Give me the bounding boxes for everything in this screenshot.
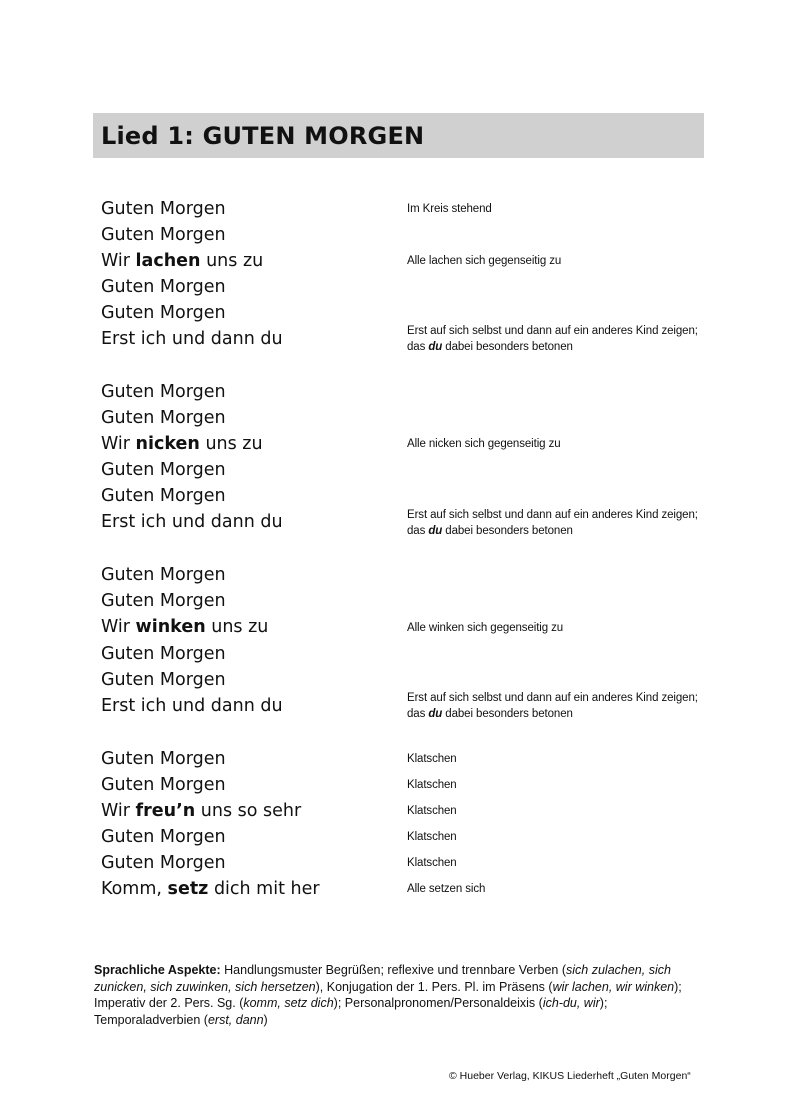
stage-note: Alle setzen sich xyxy=(407,883,486,895)
lyric-line: Guten Morgen xyxy=(101,591,226,611)
lyric-line: Komm, setz dich mit her xyxy=(101,879,320,899)
stage-note: Erst auf sich selbst und dann auf ein anderes Kind zeigen; das du dabei besonders betonen xyxy=(407,325,698,353)
stage-note: Klatschen xyxy=(407,857,457,869)
lyric-line: Guten Morgen xyxy=(101,775,226,795)
lyric-line: Guten Morgen xyxy=(101,225,226,245)
stage-note: Alle lachen sich gegenseitig zu xyxy=(407,255,562,267)
lyric-line: Erst ich und dann du xyxy=(101,512,283,532)
lyric-line: Wir lachen uns zu xyxy=(101,251,264,271)
page-title: Lied 1: GUTEN MORGEN xyxy=(101,121,425,150)
stage-note: Alle winken sich gegenseitig zu xyxy=(407,622,564,634)
copyright-notice: © Hueber Verlag, KIKUS Liederheft „Guten Morgen“ xyxy=(449,1070,691,1082)
lyric-line: Guten Morgen xyxy=(101,827,226,847)
lyric-line: Guten Morgen xyxy=(101,749,226,769)
stage-note: Klatschen xyxy=(407,779,457,791)
lyric-line: Guten Morgen xyxy=(101,303,226,323)
stage-note: Im Kreis stehend xyxy=(407,203,492,215)
lyric-line: Wir freu’n uns so sehr xyxy=(101,801,302,821)
lyric-line: Wir winken uns zu xyxy=(101,617,269,637)
lyric-line: Guten Morgen xyxy=(101,382,226,402)
lyric-line: Guten Morgen xyxy=(101,853,226,873)
lyric-line: Guten Morgen xyxy=(101,460,226,480)
stage-note: Klatschen xyxy=(407,831,457,843)
lyric-line: Erst ich und dann du xyxy=(101,329,283,349)
lyric-line: Guten Morgen xyxy=(101,644,226,664)
lyric-line: Guten Morgen xyxy=(101,565,226,585)
stage-note: Erst auf sich selbst und dann auf ein anderes Kind zeigen; das du dabei besonders betonen xyxy=(407,509,698,537)
stage-note: Klatschen xyxy=(407,805,457,817)
stage-note: Klatschen xyxy=(407,753,457,765)
lyric-line: Wir nicken uns zu xyxy=(101,434,263,454)
lyric-line: Guten Morgen xyxy=(101,199,226,219)
lyric-line: Guten Morgen xyxy=(101,670,226,690)
stage-note: Alle nicken sich gegenseitig zu xyxy=(407,438,561,450)
lyric-line: Guten Morgen xyxy=(101,408,226,428)
language-aspects: Sprachliche Aspekte: Handlungsmuster Begrüßen; reflexive und trennbare Verben (sich zulachen, sich zunicken, sich zuwinken, sich hersetzen), Konjugation der 1. Pers. Pl. im Präsens (wir lachen, wir winken); Imperativ der 2. Pers. Sg. (komm, setz dich); Personalpronomen/Personaldeixis (ich-du, wir); Temporaladverbien (erst, dann) xyxy=(94,963,682,1027)
lyric-line: Guten Morgen xyxy=(101,486,226,506)
stage-note: Erst auf sich selbst und dann auf ein anderes Kind zeigen; das du dabei besonders betonen xyxy=(407,692,698,720)
lyric-line: Guten Morgen xyxy=(101,277,226,297)
lyric-line: Erst ich und dann du xyxy=(101,696,283,716)
title-bar xyxy=(93,113,704,158)
